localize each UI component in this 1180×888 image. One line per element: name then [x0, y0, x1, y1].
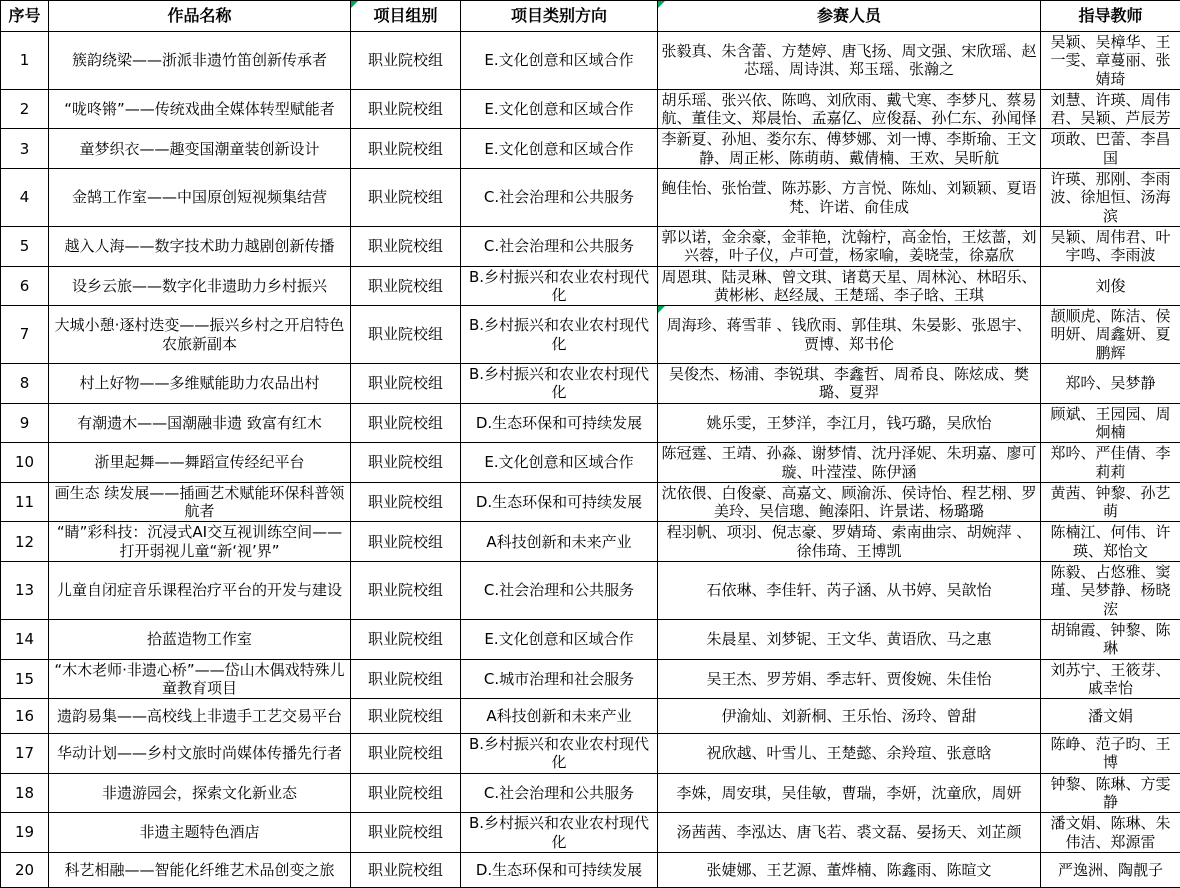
row-number-cell[interactable]: 19: [1, 813, 49, 853]
row-number-cell[interactable]: 18: [1, 773, 49, 813]
group-cell[interactable]: 职业院校组: [351, 32, 461, 90]
category-cell[interactable]: B.乡村振兴和农业农村现代化: [461, 306, 658, 364]
row-number-cell[interactable]: 16: [1, 699, 49, 734]
group-cell[interactable]: 职业院校组: [351, 522, 461, 562]
column-header-group[interactable]: 项目组别: [351, 1, 461, 32]
table-row: [1, 813, 1180, 853]
group-cell[interactable]: 职业院校组: [351, 852, 461, 887]
participants-cell[interactable]: 姚乐雯，王梦洋，李江月，钱巧璐，吴欣怡: [658, 403, 1041, 443]
title-cell[interactable]: 簇韵绕梁——浙派非遗竹笛创新传承者: [49, 32, 351, 90]
category-cell[interactable]: A科技创新和未来产业: [461, 522, 658, 562]
row-number-cell[interactable]: 6: [1, 266, 49, 306]
title-cell[interactable]: 非遗游园会，探索文化新业态: [49, 773, 351, 813]
group-cell[interactable]: 职业院校组: [351, 562, 461, 620]
category-cell[interactable]: E.文化创意和区域合作: [461, 89, 658, 129]
row-number-cell[interactable]: 5: [1, 226, 49, 266]
table-row: [1, 659, 1180, 699]
title-cell[interactable]: 儿童自闭症音乐课程治疗平台的开发与建设: [49, 562, 351, 620]
group-cell[interactable]: 职业院校组: [351, 443, 461, 483]
teachers-cell[interactable]: 胡锦霞、钟黎、陈琳: [1041, 619, 1180, 659]
teachers-cell[interactable]: 颉顺虎、陈洁、侯明妍、周鑫妍、夏鹏辉: [1041, 306, 1180, 364]
table-row: [1, 364, 1180, 404]
table-row: [1, 619, 1180, 659]
category-cell[interactable]: A科技创新和未来产业: [461, 699, 658, 734]
table-row: [1, 266, 1180, 306]
title-cell[interactable]: 遗韵易集——高校线上非遗手工艺交易平台: [49, 699, 351, 734]
teachers-cell[interactable]: 陈毅、占悠雅、窦瑾、吴梦静、杨晓浤: [1041, 562, 1180, 620]
table-row: [1, 306, 1180, 364]
table-row: [1, 403, 1180, 443]
table-row: [1, 32, 1180, 90]
teachers-cell[interactable]: 刘俊: [1041, 266, 1180, 306]
row-number-cell[interactable]: 11: [1, 482, 49, 522]
column-header-title[interactable]: 作品名称: [49, 1, 351, 32]
table-row: [1, 129, 1180, 169]
group-cell[interactable]: 职业院校组: [351, 226, 461, 266]
teachers-cell[interactable]: 刘慧、许瑛、周伟君、吴颖、芦辰芳: [1041, 89, 1180, 129]
teachers-cell[interactable]: 陈峥、范子昀、王博: [1041, 734, 1180, 774]
group-cell[interactable]: 职业院校组: [351, 773, 461, 813]
participants-cell[interactable]: 周恩琪、陆灵琳、曾文琪、诸葛天星、周林沁、林昭乐、黄彬彬、赵经晟、王楚瑶、李子晗、王琪: [658, 266, 1041, 306]
category-cell[interactable]: C.社会治理和公共服务: [461, 773, 658, 813]
header-row: [1, 1, 1180, 32]
title-cell[interactable]: 拾蓝造物工作室: [49, 619, 351, 659]
category-cell[interactable]: E.文化创意和区域合作: [461, 619, 658, 659]
category-cell[interactable]: E.文化创意和区域合作: [461, 32, 658, 90]
teachers-cell[interactable]: 顾斌、王园园、周炯楠: [1041, 403, 1180, 443]
column-header-no[interactable]: 序号: [1, 1, 49, 32]
group-cell[interactable]: 职业院校组: [351, 266, 461, 306]
category-cell[interactable]: C.社会治理和公共服务: [461, 562, 658, 620]
title-cell[interactable]: 越入人海——数字技术助力越剧创新传播: [49, 226, 351, 266]
table-body: [1, 32, 1180, 888]
title-cell[interactable]: “木木老师·非遗心桥”——岱山木偶戏特殊儿童教育项目: [49, 659, 351, 699]
category-cell[interactable]: C.城市治理和社会服务: [461, 659, 658, 699]
row-number-cell[interactable]: 15: [1, 659, 49, 699]
teachers-cell[interactable]: 陈楠江、何伟、许瑛、郑怡文: [1041, 522, 1180, 562]
teachers-cell[interactable]: 项敢、巴蕾、李昌国: [1041, 129, 1180, 169]
table-row: [1, 522, 1180, 562]
group-cell[interactable]: 职业院校组: [351, 659, 461, 699]
row-number-cell[interactable]: 20: [1, 852, 49, 887]
category-cell[interactable]: C.社会治理和公共服务: [461, 226, 658, 266]
participants-cell[interactable]: 李姝，周安琪，吴佳敏，曹瑞，李妍，沈童欣，周妍: [658, 773, 1041, 813]
category-cell[interactable]: B.乡村振兴和农业农村现代化: [461, 734, 658, 774]
participants-cell[interactable]: 张婕娜、王艺源、董烨楠、陈鑫雨、陈暄文: [658, 852, 1041, 887]
participants-cell[interactable]: 吴俊杰、杨浦、李锐琪、李鑫哲、周希良、陈炫成、樊璐、夏羿: [658, 364, 1041, 404]
row-number-cell[interactable]: 1: [1, 32, 49, 90]
participants-cell[interactable]: 吴王杰、罗芳娟、季志轩、贾俊婉、朱佳怡: [658, 659, 1041, 699]
teachers-cell[interactable]: 郑吟、吴梦静: [1041, 364, 1180, 404]
column-header-teachers[interactable]: 指导教师: [1041, 1, 1180, 32]
column-header-category[interactable]: 项目类别方向: [461, 1, 658, 32]
row-number-cell[interactable]: 2: [1, 89, 49, 129]
table-row: [1, 562, 1180, 620]
teachers-cell[interactable]: 许瑛、那刚、李雨波、徐旭恒、汤海滨: [1041, 169, 1180, 227]
teachers-cell[interactable]: 钟黎、陈琳、方雯静: [1041, 773, 1180, 813]
category-cell[interactable]: D.生态环保和可持续发展: [461, 403, 658, 443]
row-number-cell[interactable]: 14: [1, 619, 49, 659]
table-row: [1, 734, 1180, 774]
participants-cell[interactable]: 程羽帆、项羽、倪志豪、罗婧琦、索南曲宗、胡婉萍 、徐伟琦、王博凯: [658, 522, 1041, 562]
category-cell[interactable]: B.乡村振兴和农业农村现代化: [461, 266, 658, 306]
teachers-cell[interactable]: 郑吟、严佳倩、李莉莉: [1041, 443, 1180, 483]
title-cell[interactable]: 大城小憩·逐村迭变——振兴乡村之开启特色农旅新副本: [49, 306, 351, 364]
row-number-cell[interactable]: 3: [1, 129, 49, 169]
row-number-cell[interactable]: 7: [1, 306, 49, 364]
category-cell[interactable]: D.生态环保和可持续发展: [461, 852, 658, 887]
teachers-cell[interactable]: 潘文娟: [1041, 699, 1180, 734]
participants-cell[interactable]: 石依琳、李佳轩、芮子涵、从书婷、吴歆怡: [658, 562, 1041, 620]
row-number-cell[interactable]: 9: [1, 403, 49, 443]
title-cell[interactable]: 华动计划——乡村文旅时尚媒体传播先行者: [49, 734, 351, 774]
row-number-cell[interactable]: 12: [1, 522, 49, 562]
title-cell[interactable]: 浙里起舞——舞蹈宣传经纪平台: [49, 443, 351, 483]
title-cell[interactable]: 非遗主题特色酒店: [49, 813, 351, 853]
title-cell[interactable]: 科艺相融——智能化纤维艺术品创变之旅: [49, 852, 351, 887]
participants-cell[interactable]: 祝欣越、叶雪儿、王楚懿、余羚瑄、张意晗: [658, 734, 1041, 774]
table-row: [1, 443, 1180, 483]
participants-cell[interactable]: 张毅真、朱含蕾、方楚婷、唐飞扬、周文强、宋欣瑶、赵芯瑶、周诗淇、郑玉瑶、张瀚之: [658, 32, 1041, 90]
column-header-participants[interactable]: 参赛人员: [658, 1, 1041, 32]
group-cell[interactable]: 职业院校组: [351, 813, 461, 853]
category-cell[interactable]: C.社会治理和公共服务: [461, 169, 658, 227]
category-cell[interactable]: E.文化创意和区域合作: [461, 129, 658, 169]
title-cell[interactable]: “咙咚锵”——传统戏曲全媒体转型赋能者: [49, 89, 351, 129]
group-cell[interactable]: 职业院校组: [351, 89, 461, 129]
row-number-cell[interactable]: 17: [1, 734, 49, 774]
table-row: [1, 89, 1180, 129]
participants-cell[interactable]: 汤茜茜、李泓达、唐飞若、裘文磊、晏扬天、刘芷颜: [658, 813, 1041, 853]
table-row: [1, 773, 1180, 813]
title-cell[interactable]: 童梦织衣——趣变国潮童装创新设计: [49, 129, 351, 169]
participants-cell[interactable]: 周海珍、蒋雪菲 、钱欣雨、郭佳琪、朱晏影、张恩宇、贾博、郑书伦: [658, 306, 1041, 364]
group-cell[interactable]: 职业院校组: [351, 734, 461, 774]
teachers-cell[interactable]: 潘文娟、陈琳、朱伟洁、郑源雷: [1041, 813, 1180, 853]
row-number-cell[interactable]: 13: [1, 562, 49, 620]
participants-cell[interactable]: 郭以诺，金余豪，金菲艳，沈翰柠，高金怡，王炫蔷，刘兴蓉，叶子仪，卢可萱，杨家喻，姜晓莹，徐嘉欣: [658, 226, 1041, 266]
teachers-cell[interactable]: 刘苏宁、王筱芽、戚幸怡: [1041, 659, 1180, 699]
group-cell[interactable]: 职业院校组: [351, 306, 461, 364]
row-number-cell[interactable]: 8: [1, 364, 49, 404]
category-cell[interactable]: B.乡村振兴和农业农村现代化: [461, 813, 658, 853]
category-cell[interactable]: D.生态环保和可持续发展: [461, 482, 658, 522]
title-cell[interactable]: 画生态 续发展——插画艺术赋能环保科普领航者: [49, 482, 351, 522]
title-cell[interactable]: 设乡云旅——数字化非遗助力乡村振兴: [49, 266, 351, 306]
group-cell[interactable]: 职业院校组: [351, 169, 461, 227]
title-cell[interactable]: 金鹄工作室——中国原创短视频集结营: [49, 169, 351, 227]
category-cell[interactable]: E.文化创意和区域合作: [461, 443, 658, 483]
table-row: [1, 699, 1180, 734]
title-cell[interactable]: 村上好物——多维赋能助力农品出村: [49, 364, 351, 404]
category-cell[interactable]: B.乡村振兴和农业农村现代化: [461, 364, 658, 404]
table-row: [1, 226, 1180, 266]
row-number-cell[interactable]: 4: [1, 169, 49, 227]
participants-cell[interactable]: 伊渝灿、刘新桐、王乐怡、汤玲、曾甜: [658, 699, 1041, 734]
teachers-cell[interactable]: 吴颖、吴樟华、王一雯、章蔓丽、张婧琦: [1041, 32, 1180, 90]
group-cell[interactable]: 职业院校组: [351, 129, 461, 169]
participants-cell[interactable]: 沈依偎、白俊豪、高嘉文、顾渝泺、侯诗怡、程艺栩、罗美玲、吴信璁、鲍溱阳、许景诺、杨璐璐: [658, 482, 1041, 522]
teachers-cell[interactable]: 吴颖、周伟君、叶宇鸣、李雨波: [1041, 226, 1180, 266]
participants-cell[interactable]: 鲍佳怡、张怡萱、陈苏影、方言悦、陈灿、刘颖颖、夏语梵、许诺、俞佳成: [658, 169, 1041, 227]
teachers-cell[interactable]: 严逸洲、陶靓子: [1041, 852, 1180, 887]
group-cell[interactable]: 职业院校组: [351, 364, 461, 404]
table-row: [1, 852, 1180, 887]
group-cell[interactable]: 职业院校组: [351, 482, 461, 522]
group-cell[interactable]: 职业院校组: [351, 619, 461, 659]
participants-cell[interactable]: 朱晨星、刘梦铌、王文华、黄语欣、马之惠: [658, 619, 1041, 659]
teachers-cell[interactable]: 黄茜、钟黎、孙艺萌: [1041, 482, 1180, 522]
participants-cell[interactable]: 胡乐瑶、张兴依、陈鸣、刘欣雨、戴弋寒、李梦凡、蔡易航、董佳文、郑晨怡、孟嘉亿、应俊磊、孙仁东、孙闻怿: [658, 89, 1041, 129]
participants-cell[interactable]: 李新夏、孙旭、娄尔东、傅梦娜、刘一博、李斯瑜、王文静、周正彬、陈萌萌、戴倩楠、王欢、吴昕航: [658, 129, 1041, 169]
group-cell[interactable]: 职业院校组: [351, 403, 461, 443]
table-row: [1, 482, 1180, 522]
table-row: [1, 169, 1180, 227]
row-number-cell[interactable]: 10: [1, 443, 49, 483]
participants-cell[interactable]: 陈冠霆、王靖、孙淼、谢梦情、沈丹泽妮、朱玥嘉、廖可璇、叶滢滢、陈伊涵: [658, 443, 1041, 483]
title-cell[interactable]: “睛”彩科技：沉浸式AI交互视训练空间——打开弱视儿童“新‘视’界”: [49, 522, 351, 562]
group-cell[interactable]: 职业院校组: [351, 699, 461, 734]
title-cell[interactable]: 有潮遗木——国潮融非遗 致富有红木: [49, 403, 351, 443]
